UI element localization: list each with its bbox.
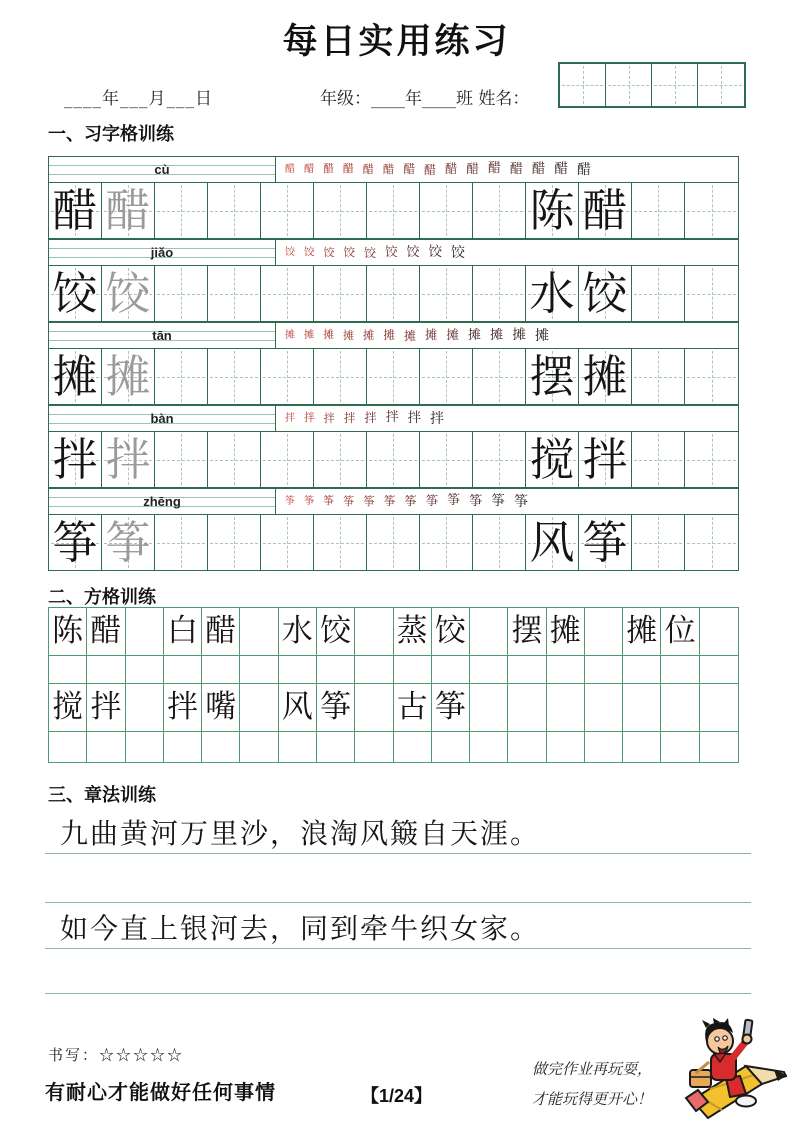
stroke-step: 筝 [447, 493, 461, 509]
stroke-step: 醋 [577, 161, 592, 178]
practice-cell [579, 183, 632, 238]
stroke-step: 饺 [406, 245, 420, 260]
square-cell [355, 732, 393, 762]
square-cell-character: 筝 [432, 684, 470, 732]
practice-cell [261, 432, 314, 487]
square-cell [279, 656, 317, 684]
model-character: 筝 [582, 516, 628, 569]
stroke-step: 饺 [285, 246, 295, 258]
square-cell-character: 搅 [49, 684, 87, 732]
composition-line-1: 九曲黄河万里沙，浪淘风簸自天涯。 [60, 817, 541, 850]
stroke-step: 饺 [428, 243, 443, 260]
practice-cell [685, 349, 738, 404]
square-cell [317, 732, 355, 762]
square-cell [470, 684, 508, 732]
stroke-step: 醋 [424, 162, 437, 177]
stroke-step: 摊 [285, 329, 295, 341]
square-cell [585, 732, 623, 762]
model-character: 醋 [52, 184, 98, 237]
stroke-step: 饺 [323, 246, 335, 259]
practice-cell [473, 349, 526, 404]
footer-motto: 有耐心才能做好任何事情 [45, 1082, 276, 1104]
trace-character: 醋 [105, 184, 151, 237]
stroke-step: 饺 [364, 245, 377, 260]
square-cell [202, 732, 240, 762]
practice-cell [314, 349, 367, 404]
square-cell [126, 684, 164, 732]
stroke-step: 筝 [514, 493, 528, 510]
pinyin-label: jiǎo [150, 245, 174, 260]
square-cell [585, 684, 623, 732]
name-grid-cell [698, 64, 744, 106]
stroke-order-sequence [276, 406, 738, 431]
model-character: 拌 [582, 433, 628, 486]
stroke-step: 醋 [382, 161, 395, 176]
page-title: 每日实用练习 [282, 22, 511, 61]
character-practice-section [48, 156, 739, 571]
model-character: 拌 [52, 433, 98, 486]
pencil-boy-mascot-icon [650, 1018, 792, 1120]
section-3-heading: 三、章法训练 [48, 785, 156, 805]
name-grid-cell [652, 64, 698, 106]
square-cell [547, 656, 585, 684]
practice-row-group [48, 488, 739, 571]
stroke-step: 筝 [404, 494, 417, 509]
stroke-step: 醋 [487, 161, 501, 177]
square-cell [700, 608, 738, 656]
name-grid-cell [606, 64, 652, 106]
name-grid-cell [560, 64, 606, 106]
square-cell [661, 732, 699, 762]
practice-cell [261, 515, 314, 570]
practice-cell [314, 515, 367, 570]
stroke-step: 醋 [466, 161, 479, 177]
square-cell [623, 732, 661, 762]
pinyin-label: zhēng [143, 494, 181, 509]
practice-cell [632, 349, 685, 404]
stroke-step: 拌 [407, 410, 421, 426]
practice-cell [579, 266, 632, 321]
square-cell [355, 656, 393, 684]
practice-cell [208, 183, 261, 238]
model-character: 饺 [582, 267, 628, 320]
practice-cell [420, 432, 473, 487]
mascot-caption-line1: 做完作业再玩耍， [531, 1060, 652, 1078]
practice-cell [526, 515, 579, 570]
stroke-step: 饺 [451, 244, 466, 261]
square-cell [470, 656, 508, 684]
pinyin-box [49, 157, 276, 182]
square-cell [126, 656, 164, 684]
practice-cell [632, 266, 685, 321]
stroke-step: 摊 [468, 328, 482, 343]
stroke-step: 筝 [285, 495, 295, 507]
section-1-heading: 一、习字格训练 [48, 124, 174, 144]
practice-cell [102, 183, 155, 238]
square-cell [164, 656, 202, 684]
square-cell [355, 608, 393, 656]
stroke-step: 拌 [323, 411, 335, 425]
practice-cell [155, 266, 208, 321]
stroke-step: 筝 [343, 494, 355, 508]
square-cell [585, 656, 623, 684]
practice-cell [261, 349, 314, 404]
practice-row-group [48, 405, 739, 488]
square-cell [202, 656, 240, 684]
practice-cell [526, 183, 579, 238]
stroke-step: 筝 [469, 493, 483, 509]
square-cell [700, 656, 738, 684]
model-character: 风 [529, 516, 575, 569]
model-character: 筝 [52, 516, 98, 569]
practice-cell [579, 515, 632, 570]
trace-character: 拌 [105, 433, 151, 486]
stroke-step: 拌 [285, 412, 295, 424]
square-cell-character: 醋 [87, 608, 125, 656]
composition-line-2: 如今直上银河去，同到牵牛织女家。 [60, 912, 541, 945]
square-cell-character: 水 [279, 608, 317, 656]
practice-cell [420, 515, 473, 570]
name-grid [558, 62, 746, 108]
practice-cell [155, 183, 208, 238]
practice-cell [473, 432, 526, 487]
stroke-order-sequence [276, 489, 738, 514]
stroke-step: 拌 [343, 410, 356, 425]
writing-guideline [45, 948, 751, 949]
stroke-step: 摊 [490, 327, 504, 343]
pinyin-label: tān [152, 328, 172, 343]
practice-cell [314, 183, 367, 238]
stroke-order-strip [48, 156, 739, 182]
practice-cell [155, 432, 208, 487]
stroke-step: 醋 [403, 161, 416, 176]
pinyin-label: bàn [150, 411, 174, 426]
practice-cell [685, 432, 738, 487]
practice-cell [314, 432, 367, 487]
stroke-step: 摊 [446, 327, 460, 343]
grade-class-blank: 年级：____年____班 [320, 89, 473, 109]
stroke-step: 醋 [323, 163, 334, 176]
square-cell [49, 656, 87, 684]
square-cell [126, 608, 164, 656]
practice-cell [102, 515, 155, 570]
rating-label: 书写： [48, 1046, 100, 1064]
stroke-step: 饺 [385, 244, 398, 260]
stroke-step: 醋 [531, 161, 546, 177]
name-label: 姓名： [478, 89, 530, 109]
trace-character: 筝 [105, 516, 151, 569]
practice-cell [102, 432, 155, 487]
stroke-step: 醋 [509, 161, 523, 177]
square-cell-character: 摊 [623, 608, 661, 656]
practice-cell [367, 515, 420, 570]
practice-cell [155, 515, 208, 570]
square-cell-character: 摊 [547, 608, 585, 656]
square-cell-character: 嘴 [202, 684, 240, 732]
practice-cell-row [48, 348, 739, 405]
practice-cell [473, 515, 526, 570]
writing-guideline [45, 902, 751, 903]
square-cell-character: 饺 [317, 608, 355, 656]
square-cell-character: 摆 [508, 608, 546, 656]
square-cell-character: 拌 [164, 684, 202, 732]
practice-cell [632, 183, 685, 238]
square-cell-character: 陈 [49, 608, 87, 656]
stroke-order-strip [48, 239, 739, 265]
square-cell [279, 732, 317, 762]
square-cell-character: 位 [661, 608, 699, 656]
square-cell [240, 732, 278, 762]
square-cell [700, 684, 738, 732]
writing-guideline [45, 853, 751, 854]
square-cell-character: 筝 [317, 684, 355, 732]
practice-cell [685, 266, 738, 321]
practice-cell [526, 349, 579, 404]
pinyin-box [49, 406, 276, 431]
model-character: 摆 [529, 350, 575, 403]
mascot-caption [518, 1054, 652, 1114]
square-cell [240, 608, 278, 656]
square-cell-character: 醋 [202, 608, 240, 656]
page-indicator: 【1/24】 [360, 1086, 433, 1106]
trace-character: 摊 [105, 350, 151, 403]
model-character: 摊 [52, 350, 98, 403]
stroke-step: 拌 [364, 411, 377, 426]
square-cell [547, 732, 585, 762]
square-cell [87, 656, 125, 684]
section-2-heading: 二、方格训练 [48, 587, 156, 607]
square-cell [585, 608, 623, 656]
practice-cell-row [48, 265, 739, 322]
square-cell [623, 684, 661, 732]
practice-row-group [48, 322, 739, 405]
stroke-step: 饺 [343, 244, 355, 259]
stroke-order-strip [48, 488, 739, 514]
square-cell [508, 656, 546, 684]
square-cell [87, 732, 125, 762]
practice-cell [579, 432, 632, 487]
writing-guideline [45, 993, 751, 994]
pinyin-label: cù [154, 162, 170, 177]
model-character: 饺 [52, 267, 98, 320]
practice-cell [473, 183, 526, 238]
stroke-step: 摊 [304, 329, 315, 342]
stroke-order-sequence [276, 157, 738, 182]
pinyin-box [49, 323, 276, 348]
pinyin-box [49, 240, 276, 265]
square-cell-character: 饺 [432, 608, 470, 656]
practice-cell [49, 432, 102, 487]
star-icons: ☆☆☆☆☆ [99, 1046, 185, 1064]
square-cell [126, 732, 164, 762]
stroke-step: 拌 [304, 412, 315, 425]
square-cell-character: 风 [279, 684, 317, 732]
stroke-step: 醋 [342, 162, 354, 176]
stroke-step: 醋 [304, 163, 315, 176]
practice-cell [314, 266, 367, 321]
practice-cell-row [48, 514, 739, 571]
stroke-step: 筝 [383, 493, 396, 508]
practice-cell [420, 349, 473, 404]
stroke-step: 醋 [445, 162, 458, 177]
practice-row-group [48, 239, 739, 322]
square-cell [317, 656, 355, 684]
date-blank-line: ____年___月___日 [64, 89, 213, 109]
practice-cell [473, 266, 526, 321]
model-character: 搅 [529, 433, 575, 486]
square-cell [623, 656, 661, 684]
stroke-order-sequence [276, 240, 738, 265]
trace-character: 饺 [105, 267, 151, 320]
model-character: 水 [529, 267, 575, 320]
stroke-step: 拌 [385, 410, 399, 426]
square-cell-character: 蒸 [394, 608, 432, 656]
practice-cell [420, 183, 473, 238]
grade-class-line [320, 84, 529, 109]
square-cell [470, 608, 508, 656]
stroke-step: 摊 [425, 328, 438, 343]
square-cell [355, 684, 393, 732]
stroke-order-strip [48, 405, 739, 431]
practice-cell [526, 266, 579, 321]
stroke-order-sequence [276, 323, 738, 348]
writing-rating [48, 1044, 184, 1065]
practice-cell-row [48, 182, 739, 239]
model-character: 陈 [529, 184, 575, 237]
practice-cell [208, 432, 261, 487]
stroke-step: 筝 [323, 494, 335, 508]
model-character: 醋 [582, 184, 628, 237]
square-cell [394, 732, 432, 762]
square-cell [432, 732, 470, 762]
pinyin-box [49, 489, 276, 514]
practice-cell [102, 266, 155, 321]
square-cell [508, 684, 546, 732]
stroke-order-strip [48, 322, 739, 348]
square-cell [240, 684, 278, 732]
stroke-step: 醋 [554, 160, 569, 177]
practice-cell [632, 432, 685, 487]
practice-cell [49, 515, 102, 570]
practice-cell [208, 349, 261, 404]
stroke-step: 摊 [535, 327, 550, 344]
model-character: 摊 [582, 350, 628, 403]
practice-cell [579, 349, 632, 404]
stroke-step: 筝 [425, 493, 439, 509]
stroke-step: 拌 [430, 410, 444, 427]
square-cell-character: 古 [394, 684, 432, 732]
practice-cell [685, 183, 738, 238]
practice-cell [367, 432, 420, 487]
square-cell [547, 684, 585, 732]
stroke-step: 醋 [362, 162, 374, 176]
square-cell [470, 732, 508, 762]
stroke-step: 筝 [363, 493, 375, 508]
square-cell [49, 732, 87, 762]
practice-cell [420, 266, 473, 321]
practice-cell [208, 515, 261, 570]
practice-cell [367, 266, 420, 321]
practice-cell [49, 349, 102, 404]
stroke-step: 醋 [285, 163, 295, 175]
square-cell [661, 684, 699, 732]
square-cell [432, 656, 470, 684]
square-cell [700, 732, 738, 762]
square-cell [508, 732, 546, 762]
practice-cell [367, 349, 420, 404]
practice-cell [49, 183, 102, 238]
square-cell-character: 白 [164, 608, 202, 656]
practice-cell [155, 349, 208, 404]
square-cell-character: 拌 [87, 684, 125, 732]
stroke-step: 摊 [363, 328, 375, 342]
practice-cell [261, 183, 314, 238]
practice-cell [49, 266, 102, 321]
stroke-step: 摊 [323, 328, 334, 342]
stroke-step: 摊 [343, 329, 354, 342]
square-practice-grid [48, 607, 739, 763]
mascot-caption-line2: 才能玩得更开心！ [531, 1090, 652, 1108]
practice-cell [261, 266, 314, 321]
practice-cell [685, 515, 738, 570]
stroke-step: 筝 [491, 492, 505, 509]
square-cell [240, 656, 278, 684]
practice-cell [632, 515, 685, 570]
stroke-step: 摊 [512, 326, 527, 343]
practice-cell [367, 183, 420, 238]
practice-cell [526, 432, 579, 487]
practice-cell [208, 266, 261, 321]
stroke-step: 饺 [304, 246, 315, 259]
practice-cell-row [48, 431, 739, 488]
square-cell [164, 732, 202, 762]
practice-cell [102, 349, 155, 404]
stroke-step: 筝 [304, 495, 315, 508]
stroke-step: 摊 [383, 327, 396, 342]
square-cell [661, 656, 699, 684]
square-cell [394, 656, 432, 684]
practice-row-group [48, 156, 739, 239]
stroke-step: 摊 [404, 328, 417, 343]
